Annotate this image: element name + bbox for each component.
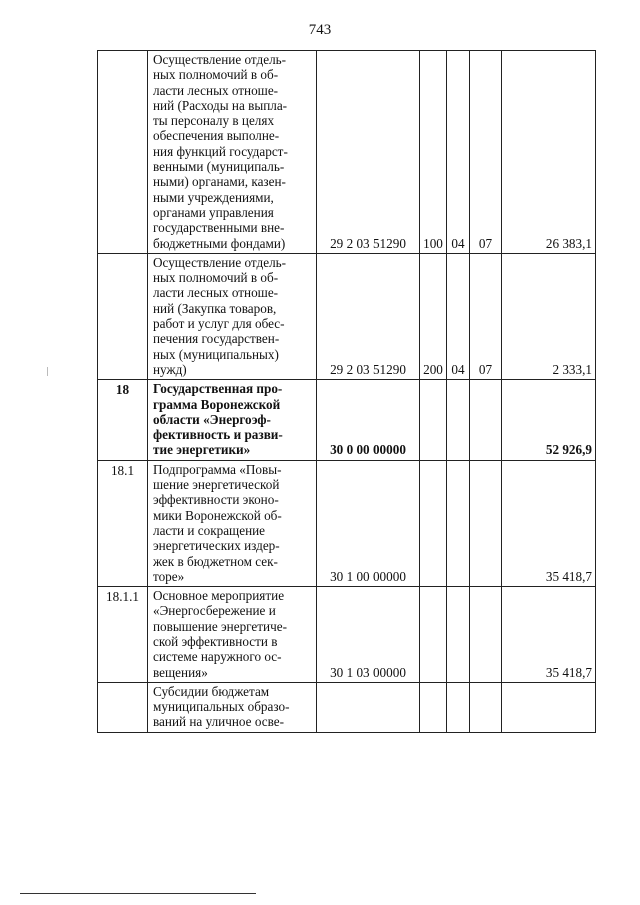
- row-amount: 2 333,1: [502, 253, 596, 379]
- table-row: [98, 587, 596, 683]
- table-row: [98, 460, 596, 586]
- row-name: Субсидии бюджетам муниципальных образо- ваний на уличное осве-: [148, 682, 317, 732]
- row-code: [317, 682, 420, 732]
- row-rz: [447, 587, 470, 683]
- row-code: 30 1 03 00000: [317, 587, 420, 683]
- row-code: 30 1 00 00000: [317, 460, 420, 586]
- row-rz: 04: [447, 51, 470, 254]
- row-name: Государственная про- грамма Воронежской области «Энергоэф- фективность и разви- тие энергетики»: [148, 380, 317, 460]
- row-amount: 35 418,7: [502, 460, 596, 586]
- row-rz: 04: [447, 253, 470, 379]
- row-rz: [447, 460, 470, 586]
- row-code: 29 2 03 51290: [317, 253, 420, 379]
- scan-mark: [47, 367, 48, 376]
- row-vr: 100: [420, 51, 447, 254]
- row-amount: 26 383,1: [502, 51, 596, 254]
- page-number: 743: [308, 22, 332, 38]
- row-number: 18.1.1: [98, 587, 148, 683]
- row-amount: 35 418,7: [502, 587, 596, 683]
- table-row: [98, 51, 596, 254]
- row-number: 18: [98, 380, 148, 460]
- row-amount: 52 926,9: [502, 380, 596, 460]
- row-vr: [420, 587, 447, 683]
- row-name: Подпрограмма «Повы- шение энергетической эффективности эконо- мики Воронежской об- ласти и сокращение энергетических издер- жек в бюджетном сек- торе»: [148, 460, 317, 586]
- row-pr: [470, 682, 502, 732]
- row-name: Осуществление отдель- ных полномочий в об- ласти лесных отноше- ний (Закупка товаров, работ и услуг для обес- печения государствен- ных (муниципальных) нужд): [148, 253, 317, 379]
- row-vr: [420, 682, 447, 732]
- table-row: [98, 253, 596, 379]
- footer-divider: [20, 893, 256, 894]
- row-rz: [447, 380, 470, 460]
- row-number: [98, 682, 148, 732]
- row-pr: 07: [470, 51, 502, 254]
- row-name: Осуществление отдель- ных полномочий в об- ласти лесных отноше- ний (Расходы на выпла- ты персоналу в целях обеспечения выполне- ния функций государст- венными (муниципаль- ными) органами, казен- ными учреждениями, органами управления государственными вне- бюджетными фондами): [148, 51, 317, 254]
- row-name: Основное мероприятие «Энергосбережение и повышение энергетиче- ской эффективности в системе наружного ос- вещения»: [148, 587, 317, 683]
- row-rz: [447, 682, 470, 732]
- row-amount: [502, 682, 596, 732]
- row-vr: 200: [420, 253, 447, 379]
- row-pr: 07: [470, 253, 502, 379]
- row-number: 18.1: [98, 460, 148, 586]
- table-row: [98, 682, 596, 732]
- row-pr: [470, 380, 502, 460]
- row-number: [98, 51, 148, 254]
- budget-table: [97, 50, 596, 733]
- row-code: 29 2 03 51290: [317, 51, 420, 254]
- row-pr: [470, 587, 502, 683]
- row-pr: [470, 460, 502, 586]
- table-row: [98, 380, 596, 460]
- row-vr: [420, 460, 447, 586]
- row-code: 30 0 00 00000: [317, 380, 420, 460]
- row-number: [98, 253, 148, 379]
- row-vr: [420, 380, 447, 460]
